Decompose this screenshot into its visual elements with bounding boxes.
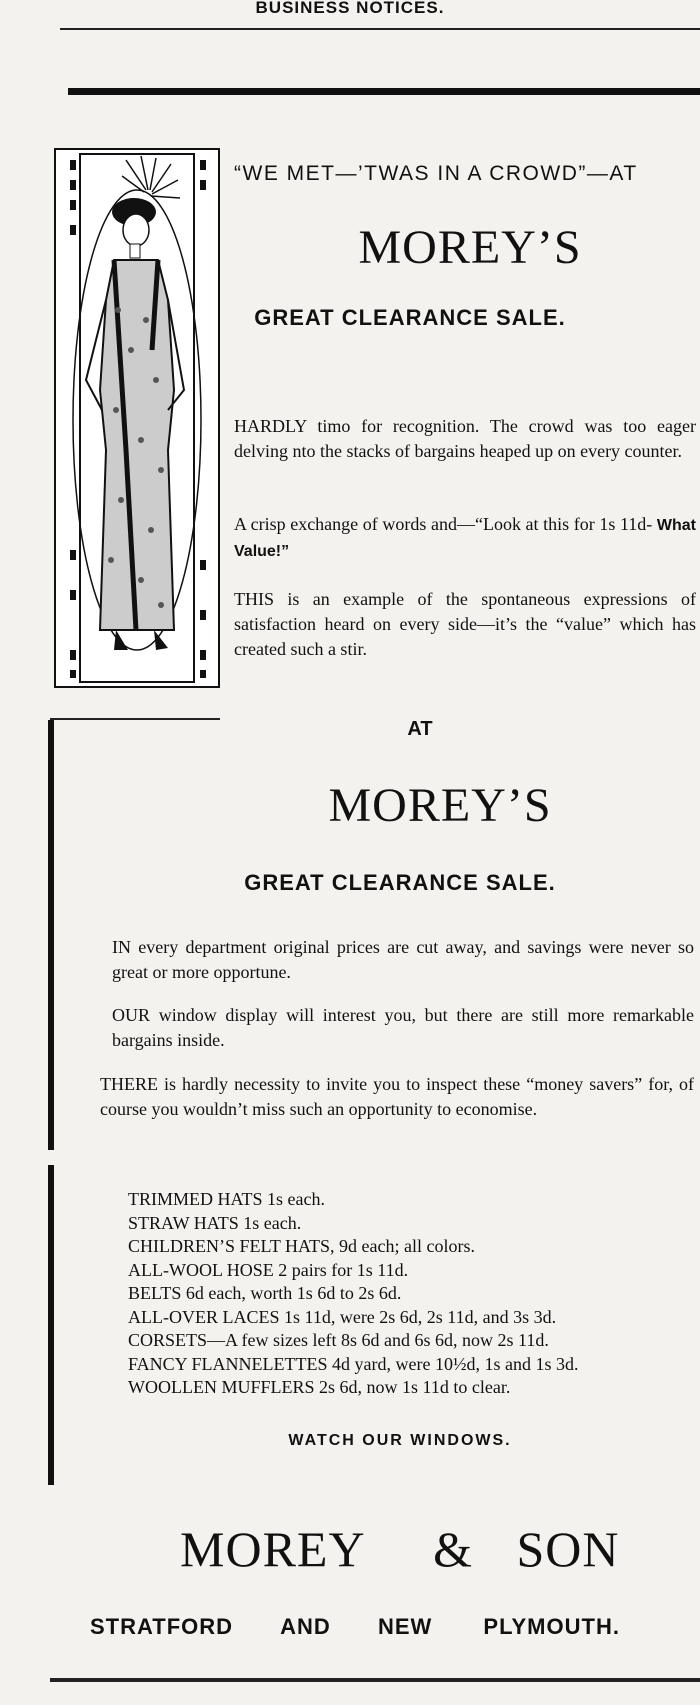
firm-name-son: SON (516, 1521, 620, 1577)
town-names (90, 1614, 690, 1640)
header-rule (60, 28, 700, 30)
firm-name-amp: & (433, 1521, 473, 1577)
ad2-paragraph-3: THERE is hardly necessity to invite you to inspect these “money savers” for, of course you wouldn’t miss such an opportunity to economise. (100, 1074, 694, 1119)
ad1-paragraph-3: THIS is an example of the spontaneous expressions of satisfaction heard on every side—it’s the “value” which has created such a stir. (234, 589, 696, 659)
firm-name-morey: MOREY (180, 1521, 366, 1577)
town-and: AND (280, 1614, 331, 1639)
left-border-upper (48, 720, 54, 1150)
top-rule (68, 88, 700, 95)
ad2-rule (50, 718, 220, 720)
list-item: ALL-WOOL HOSE 2 pairs for 1s 11d. (128, 1259, 409, 1280)
sale-heading-2: GREAT CLEARANCE SALE. (244, 870, 556, 895)
list-item: STRAW HATS 1s each. (128, 1212, 302, 1233)
bottom-rule (50, 1678, 700, 1682)
watch-windows: WATCH OUR WINDOWS. (288, 1432, 512, 1449)
ad1-paragraph-2 (234, 512, 696, 564)
ad2-paragraph-2: OUR window display will interest you, but there are still more remarkable bargains inside. (112, 1005, 694, 1050)
section-header: BUSINESS NOTICES. (255, 0, 445, 17)
ad-headline: “WE MET—’TWAS IN A CROWD”—AT (234, 162, 638, 185)
town-plymouth: PLYMOUTH. (483, 1614, 620, 1639)
ad1-paragraph-2-bold: What Value!” (234, 517, 697, 560)
left-border-lower (48, 1165, 54, 1485)
price-list (128, 1188, 688, 1400)
firm-name (180, 1520, 660, 1578)
sale-heading: GREAT CLEARANCE SALE. (254, 305, 566, 330)
fashion-illustration (54, 148, 220, 688)
ad1-paragraph-2-text: A crisp exchange of words and—“Look at this for 1s 11d- (234, 514, 653, 534)
at-label: AT (407, 718, 433, 740)
list-item: TRIMMED HATS 1s each. (128, 1189, 325, 1209)
list-item: WOOLLEN MUFFLERS 2s 6d, now 1s 11d to clear. (128, 1377, 511, 1397)
list-item: ALL-OVER LACES 1s 11d, were 2s 6d, 2s 11d, and 3s 3d. (128, 1306, 557, 1327)
town-new: NEW (377, 1614, 433, 1639)
list-item: FANCY FLANNELETTES 4d yard, were 10½d, 1s and 1s 3d. (128, 1353, 579, 1374)
store-name: MOREY’S (358, 221, 582, 274)
list-item: CHILDREN’S FELT HATS, 9d each; all colors. (128, 1236, 475, 1256)
list-item: BELTS 6d each, worth 1s 6d to 2s 6d. (128, 1283, 402, 1303)
store-name-2: MOREY’S (328, 779, 552, 832)
ad1-paragraph-1: HARDLY timo for recognition. The crowd was too eager delving nto the stacks of bargains heaped up on every counter. (234, 416, 696, 461)
list-item: CORSETS—A few sizes left 8s 6d and 6s 6d, now 2s 11d. (128, 1330, 549, 1350)
town-stratford: STRATFORD (90, 1614, 234, 1639)
ad2-paragraph-1: IN every department original prices are cut away, and savings were never so great or more opportune. (112, 937, 694, 982)
